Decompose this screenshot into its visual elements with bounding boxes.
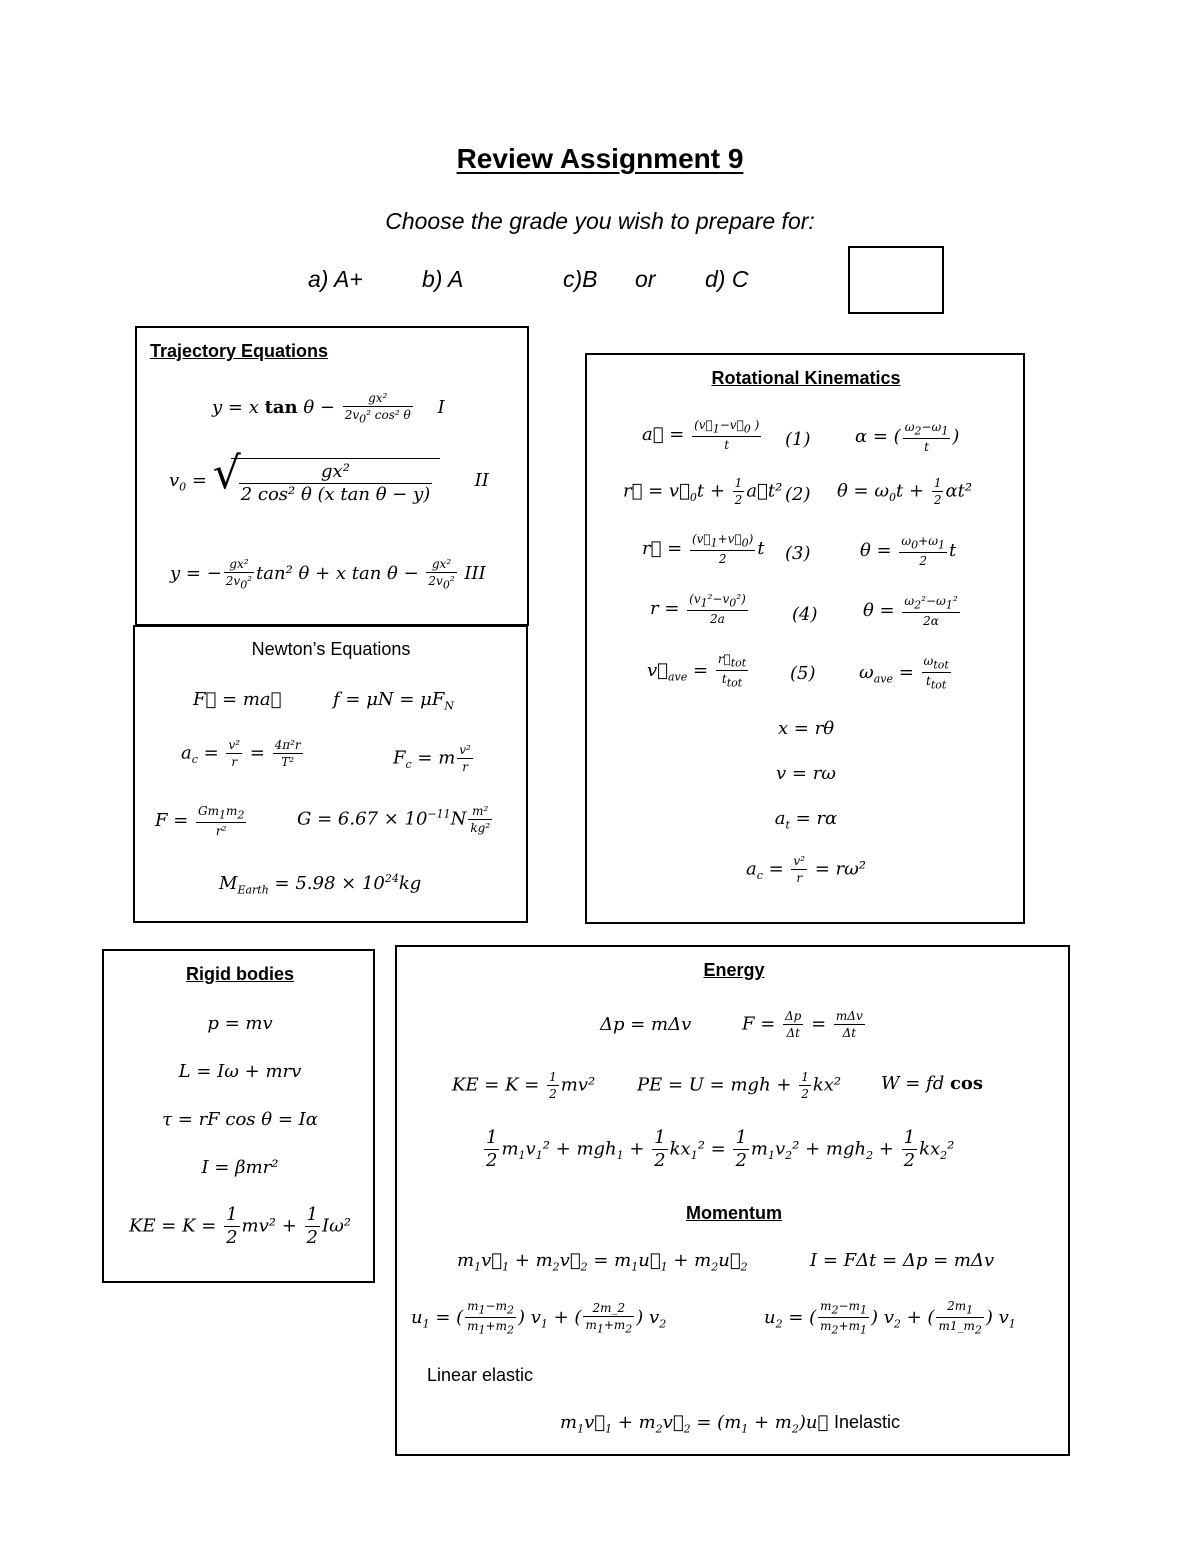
rot-label-4: (4) [792,604,818,625]
answer-box[interactable] [848,246,944,314]
rot-eq-at: $a_t = r\alpha$ [774,808,838,832]
g-constant: $G = 6.67 \times 10^{-11}N$ $\frac{\text{m²}}{\text{kg²}}$ [297,804,491,835]
energy-eq-pe: PE = U = mgh + $\frac{1}{2}$ kx² [637,1070,842,1101]
rot-label-1: (1) [785,429,811,450]
rot-label-3: (3) [785,543,811,564]
inelastic-label: Inelastic [834,1412,901,1432]
rigid-eq-5: KE = K = $\frac{1}{2}$ mv² + $\frac{1}{2}$ Iω² [129,1204,351,1248]
rigid-eq-3: τ = rF cos θ = Iα [162,1109,318,1130]
rigid-title: Rigid bodies [186,964,294,984]
trajectory-eq-3: y = − $\frac{\text{gx²}}{2v_0^2}$ tan² θ + x tan θ − $\frac{\text{gx²}}{2v_0^2}$ III [170,557,486,592]
energy-eq-work: W = fd cos [881,1073,984,1094]
choice-c: c)B [563,266,598,292]
rot-label-2: (2) [785,484,811,505]
momentum-title: Momentum [686,1203,782,1223]
choice-d: d) C [705,266,749,292]
trajectory-panel [135,326,529,626]
elastic-u1-eq: $u_1$ = ( $\frac{m_1-m_2}{m_1+m_2}$ ) $v_1$ + ( $\frac{2m\_2}{m_1+m_2}$ ) $v_2$ [411,1299,667,1337]
rot-eq-4b: θ = $\frac{\omega_2^2-\omega_1^2}{2\alpha}$ [863,594,958,629]
energy-eq-dp: Δp = mΔv [600,1014,692,1035]
trajectory-eq-1: y = x tan θ − $\frac{\text{gx²}}{2v_0^2 \cos^2 \theta}$ I [212,391,445,426]
elastic-u2-eq: $u_2$ = ( $\frac{m_2-m_1}{m_2+m_1}$ ) $v_2$ + ( $\frac{2m_1}{m1\_m_2}$ ) $v_1$ [764,1299,1016,1337]
choice-b: b) A [422,266,464,292]
rot-eq-ac: $a_c$ = $\frac{\text{v²}}{r}$ = rω² [745,854,867,885]
rot-eq-1b: α = ( $\frac{\omega_2-\omega_1}{t}$ ) [855,420,960,455]
rotational-title: Rotational Kinematics [711,368,901,388]
rot-eq-v: v = rω [776,763,836,784]
rot-eq-1a: a⃗ = $\frac{(v⃗_1-v⃗_0 )}{t}$ [642,418,760,453]
newton-panel [133,625,528,923]
rot-eq-x: x = rθ [777,718,835,739]
energy-title: Energy [703,960,765,980]
eq-label-2: II [474,470,489,491]
rot-eq-3b: θ = $\frac{\omega_0+\omega_1}{2}$ t [860,534,957,569]
rigid-eq-4: I = βmr² [201,1157,279,1178]
centripetal-accel-eq: $a_c$ = $\frac{\text{v²}}{r}$ = $\frac{\text{4π²r}}{\text{T²}}$ [181,738,301,769]
rigid-eq-2: L = Iω + mrv [178,1061,302,1082]
instruction-text: Choose the grade you wish to prepare for: [385,208,815,234]
trajectory-eq-2: $v_0$ = √ $\frac{\text{gx²}}{\text{2 cos² θ (x tan θ − y)}}$ II [169,448,489,505]
rot-eq-3a: r⃗ = $\frac{(v⃗_1+v⃗_0)}{2}$ t [642,532,765,567]
energy-eq-force: F = $\frac{\Delta p}{\Delta t}$ = mΔv Δt [742,1009,863,1040]
choice-a: a) A+ [308,266,363,292]
eq-label-1: I [437,397,445,419]
momentum-conservation-eq: $m_1v⃗_1$ + $m_2v⃗_2$ = $m_1u⃗_1$ + $m_2u⃗_2$ [457,1250,748,1274]
newton-second-law: F⃗ = ma⃗ [193,689,282,710]
rot-eq-4a: r = $\frac{(v_1^2-v_0^2)}{2a}$ [650,592,746,627]
rotational-panel [585,353,1025,924]
friction-eq: $f = \mu N = \mu F_N$ [333,689,454,713]
gravitation-eq: F = $\frac{Gm_1m_2}{\text{r²}}$ [155,804,245,839]
earth-mass: $M_{Earth} = 5.98 \times 10^{24}kg$ [219,872,422,897]
impulse-eq: I = FΔt = Δp = mΔv [810,1250,995,1271]
rigid-panel [102,949,375,1283]
rigid-eq-1: p = mv [207,1013,273,1034]
newton-title: Newton’s Equations [251,639,411,659]
centripetal-force-eq: $F_c = m$ $\frac{\text{v²}}{r}$ [393,743,471,774]
linear-elastic-label: Linear elastic [427,1365,534,1385]
energy-panel [395,945,1070,1456]
rot-label-5: (5) [790,663,816,684]
rot-eq-2b: $\theta = \omega_0t$ + $\frac{1}{2}$ αt² [837,476,973,507]
eq-label-3: III [464,563,486,585]
rot-eq-5a: $v⃗_{ave}$ = $r⃗_{tot}$ $t_{tot}$ [647,652,747,690]
energy-conservation-eq: $\frac{1}{2}$ $m_1v_1^2 + mgh_1$ + $\frac{1}{2}$ $kx_1^2$ = $\frac{1}{2}$ $m_1v_2^2 + mgh_2$ + $\frac{1}{2}$ $kx_2^2$ [486,1127,955,1171]
trajectory-title: Trajectory Equations [150,341,329,361]
inelastic-eq: $m_1v⃗_1$ + $m_2v⃗_2 = (m_1$ + $m_2)u⃗$ Inelastic [560,1412,901,1436]
rot-eq-5b: $\omega_{ave}$ = $\omega_{tot}$ $t_{tot}$ [859,654,949,692]
energy-eq-ke: KE = K = $\frac{1}{2}$ mv² [452,1070,596,1101]
page-title: Review Assignment 9 [456,143,744,174]
choice-or: or [635,266,656,292]
rot-eq-2a: r⃗ = $v⃗_0t$ + $\frac{1}{2}$ a⃗t² [623,476,783,507]
